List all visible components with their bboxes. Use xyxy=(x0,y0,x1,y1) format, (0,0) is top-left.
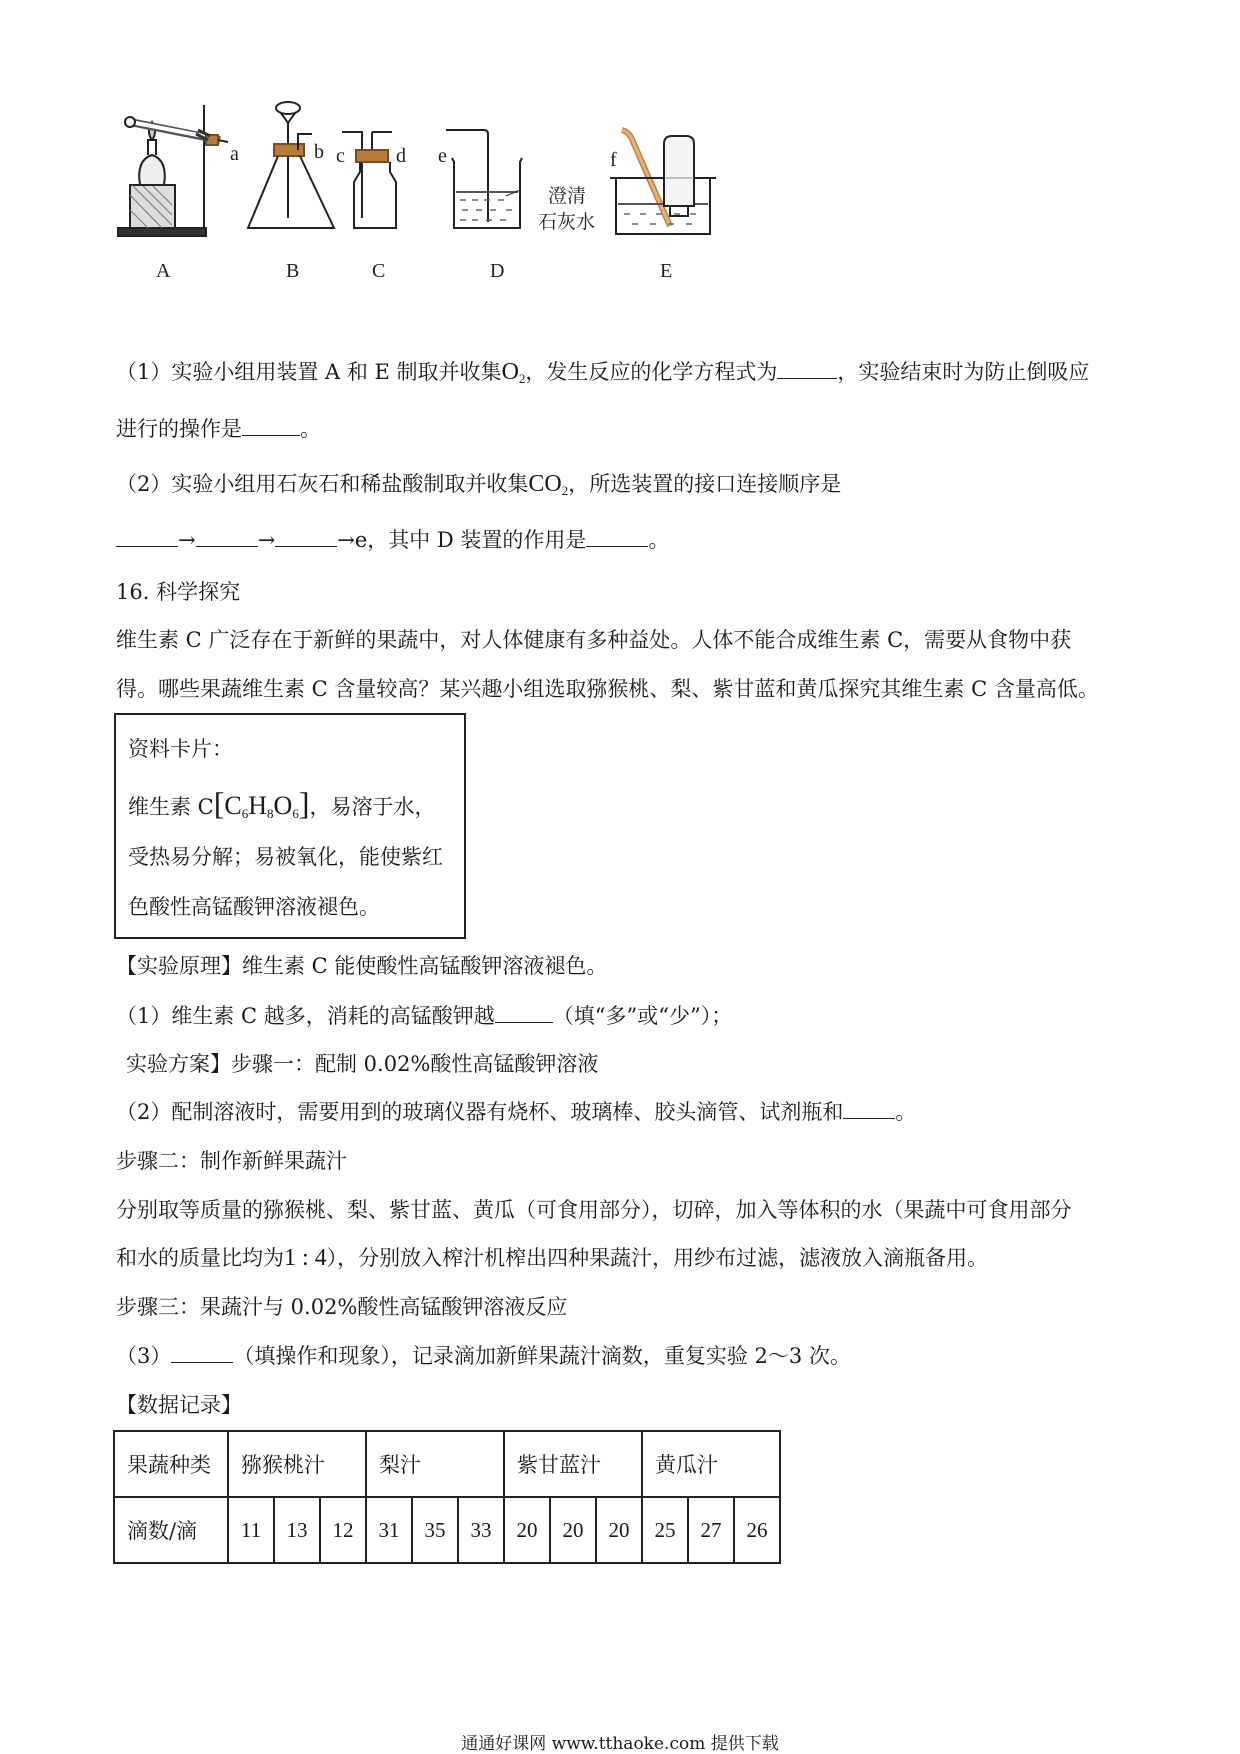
header-label-cell: 果蔬种类 xyxy=(114,1431,228,1497)
q1-text-2: ，发生反应的化学方程式为 xyxy=(525,360,778,384)
label-a: A xyxy=(156,260,171,282)
page-footer[interactable]: 通通好课网 www.tthaoke.com 提供下载 xyxy=(461,1734,779,1754)
fruit-header-cucumber: 黄瓜汁 xyxy=(642,1431,780,1497)
value-cell: 35 xyxy=(412,1497,458,1563)
step2-ratio: 1 : 4 xyxy=(284,1245,327,1271)
card-bracket-close: ] xyxy=(298,785,310,821)
s3-text-1: （3） xyxy=(116,1344,172,1368)
s1-line xyxy=(116,1001,732,1031)
q2-text-1: （2）实验小组用石灰石和稀盐酸制取并收集 xyxy=(116,472,529,496)
label-e: E xyxy=(660,260,673,282)
value-cell: 31 xyxy=(366,1497,412,1563)
record-title: 【数据记录】 xyxy=(116,1393,242,1417)
card-line-2-pre: 维生素 C xyxy=(128,795,214,819)
s3-text-2: （填操作和现象），记录滴加新鲜果蔬汁滴数，重复实验 2～3 次。 xyxy=(233,1344,851,1368)
q1-text-1: （1）实验小组用装置 A 和 E 制取并收集 xyxy=(116,360,502,384)
port-b: b xyxy=(314,141,324,163)
q1-line2 xyxy=(116,414,321,444)
step2-para-2 xyxy=(116,1243,988,1273)
limewater-label-2: 石灰水 xyxy=(538,211,596,233)
q1-line2-end: 。 xyxy=(300,417,321,441)
card-title: 资料卡片： xyxy=(128,737,233,761)
step2-text-b: ），分别放入榨汁机榨出四种果蔬汁，用纱布过滤，滤液放入滴瓶备用。 xyxy=(326,1246,989,1270)
q2-line1 xyxy=(116,469,841,506)
value-cell: 27 xyxy=(688,1497,734,1563)
q1-blank-equation[interactable] xyxy=(777,358,837,379)
label-c: C xyxy=(372,260,386,282)
q1-line2-text: 进行的操作是 xyxy=(116,417,242,441)
apparatus-c xyxy=(342,132,396,228)
apparatus-d xyxy=(446,130,522,228)
card-line-2-post: ，易溶于水， xyxy=(309,795,436,819)
q2-blank-4[interactable] xyxy=(586,526,648,547)
value-cell: 33 xyxy=(458,1497,504,1563)
q2-formula-main: CO xyxy=(528,471,562,497)
s3-line xyxy=(116,1341,851,1371)
card-line-3: 受热易分解；易被氧化，能使紫红 xyxy=(128,845,443,869)
q2-blank-3[interactable] xyxy=(275,526,337,547)
port-f: f xyxy=(610,149,617,171)
q1-text-3: ，实验结束时为防止倒吸应 xyxy=(837,360,1090,384)
s2-blank[interactable] xyxy=(843,1098,895,1119)
value-cell: 11 xyxy=(228,1497,274,1563)
s2-text-2: 。 xyxy=(895,1100,917,1124)
card-line-4: 色酸性高锰酸钾溶液褪色。 xyxy=(128,895,380,919)
q2-formula-sub: 2 xyxy=(561,483,569,498)
s2-line xyxy=(116,1097,916,1127)
s1-blank[interactable] xyxy=(495,1002,553,1023)
s1-text-1: （1）维生素 C 越多，消耗的高锰酸钾越 xyxy=(116,1004,495,1028)
apparatus-b xyxy=(248,102,334,228)
apparatus-figure xyxy=(110,100,830,290)
q1-formula-sub: 2 xyxy=(518,371,526,386)
plan: 实验方案】步骤一：配制 0.02%酸性高锰酸钾溶液 xyxy=(126,1052,599,1076)
q2-line2 xyxy=(116,525,669,555)
value-cell: 12 xyxy=(320,1497,366,1563)
q1-line1 xyxy=(116,357,1089,394)
limewater-label-1: 澄清 xyxy=(548,185,587,207)
q2-arrow-2: → xyxy=(257,528,276,552)
card-bracket-open: [ xyxy=(213,785,225,821)
value-cell: 13 xyxy=(274,1497,320,1563)
q2-formula xyxy=(528,471,568,497)
apparatus-a xyxy=(118,105,228,236)
step2-title: 步骤二：制作新鲜果蔬汁 xyxy=(116,1149,347,1173)
port-e: e xyxy=(438,145,447,167)
q2-blank-1[interactable] xyxy=(116,526,178,547)
q2-line2-mid: →e，其中 D 装置的作用是 xyxy=(337,528,587,552)
principle: 【实验原理】维生素 C 能使酸性高锰酸钾溶液褪色。 xyxy=(116,954,608,978)
fruit-header-cabbage: 紫甘蓝汁 xyxy=(504,1431,642,1497)
data-table xyxy=(113,1430,781,1564)
step3-title: 步骤三：果蔬汁与 0.02%酸性高锰酸钾溶液反应 xyxy=(116,1295,568,1319)
q16-title: 16. 科学探究 xyxy=(116,580,241,604)
info-card xyxy=(114,713,466,939)
s3-blank[interactable] xyxy=(171,1342,233,1363)
q2-text-2: ，所选装置的接口连接顺序是 xyxy=(568,472,842,496)
port-a: a xyxy=(230,143,239,165)
fruit-header-pear: 梨汁 xyxy=(366,1431,504,1497)
row-label-cell: 滴数/滴 xyxy=(114,1497,228,1563)
apparatus-e xyxy=(610,130,716,234)
label-d: D xyxy=(490,260,505,282)
value-cell: 20 xyxy=(596,1497,642,1563)
q2-blank-2[interactable] xyxy=(196,526,258,547)
label-b: B xyxy=(286,260,300,282)
s2-text-1: （2）配制溶液时，需要用到的玻璃仪器有烧杯、玻璃棒、胶头滴管、试剂瓶和 xyxy=(116,1100,844,1124)
q16-intro-1: 维生素 C 广泛存在于新鲜的果蔬中，对人体健康有多种益处。人体不能合成维生素 C，需要从食物中获 xyxy=(116,628,1072,652)
fruit-header-kiwi: 猕猴桃汁 xyxy=(228,1431,366,1497)
port-d: d xyxy=(396,145,406,167)
step2-text-a: 和水的质量比均为 xyxy=(116,1246,284,1270)
value-cell: 20 xyxy=(504,1497,550,1563)
step2-para-1: 分别取等质量的猕猴桃、梨、紫甘蓝、黄瓜（可食用部分），切碎，加入等体积的水（果蔬中可食用部分 xyxy=(116,1198,1072,1222)
value-cell: 20 xyxy=(550,1497,596,1563)
card-formula: $[C_6H_8O_6]$ xyxy=(213,785,310,821)
q16-intro-2: 得。哪些果蔬维生素 C 含量较高？某兴趣小组选取猕猴桃、梨、紫甘蓝和黄瓜探究其维生素 C 含量高低。 xyxy=(116,677,1099,701)
q1-formula xyxy=(502,359,526,385)
table-header-row xyxy=(114,1431,780,1497)
value-cell: 25 xyxy=(642,1497,688,1563)
q2-line2-end: 。 xyxy=(648,528,670,552)
s1-text-2: （填“多”或“少”）； xyxy=(552,1004,733,1028)
card-line-2 xyxy=(128,785,435,822)
q1-formula-main: O xyxy=(501,359,519,385)
table-row xyxy=(114,1497,780,1563)
q1-blank-operation[interactable] xyxy=(242,415,300,436)
port-c: c xyxy=(336,145,345,167)
value-cell: 26 xyxy=(734,1497,780,1563)
q2-arrow-1: → xyxy=(178,528,196,552)
